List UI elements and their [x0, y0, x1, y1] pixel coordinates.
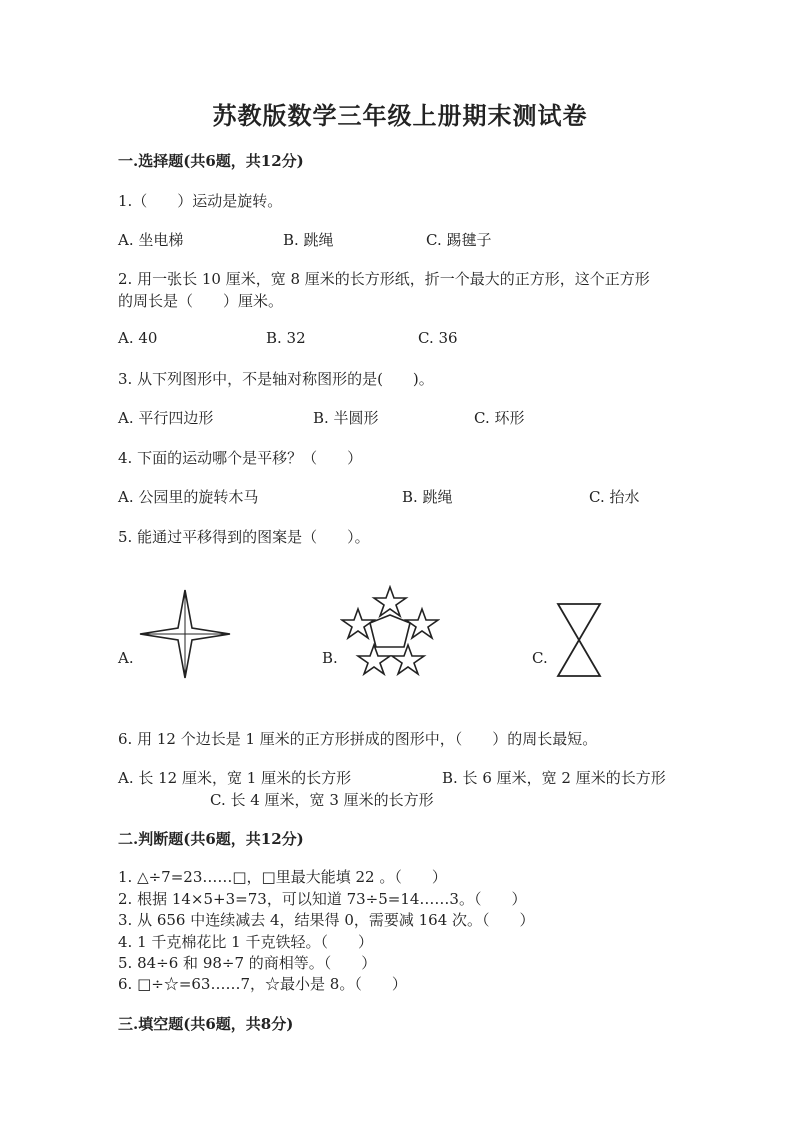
- option-b: B. 半圆形: [313, 409, 379, 427]
- question-text-cont: 的周长是（ ）厘米。: [118, 292, 284, 310]
- judgment-item: 1. △÷7=23……□，□里最大能填 22 。（ ）: [118, 868, 447, 886]
- option-a: A. 平行四边形: [118, 409, 214, 427]
- judgment-item: 2. 根据 14×5+3=73，可以知道 73÷5=14……3。（ ）: [118, 890, 527, 908]
- section-heading-judgment: 二.判断题(共6题，共12分): [118, 830, 304, 848]
- question-text: 3. 从下列图形中，不是轴对称图形的是( )。: [118, 370, 434, 388]
- five-stars-figure: [340, 585, 440, 679]
- option-a-label: A.: [118, 649, 134, 667]
- option-a: A. 坐电梯: [118, 231, 184, 249]
- section-heading-choice: 一.选择题(共6题，共12分): [118, 152, 304, 170]
- judgment-item: 5. 84÷6 和 98÷7 的商相等。（ ）: [118, 954, 377, 972]
- judgment-item: 4. 1 千克棉花比 1 千克铁轻。（ ）: [118, 933, 373, 951]
- judgment-item: 6. □÷☆=63……7，☆最小是 8。（ ）: [118, 975, 407, 993]
- option-c: C. 长 4 厘米，宽 3 厘米的长方形: [210, 791, 434, 809]
- option-c: C. 环形: [474, 409, 525, 427]
- option-b: B. 长 6 厘米，宽 2 厘米的长方形: [442, 769, 666, 787]
- question-text: 5. 能通过平移得到的图案是（ ）。: [118, 528, 370, 546]
- option-b: B. 跳绳: [283, 231, 334, 249]
- question-text: 2. 用一张长 10 厘米，宽 8 厘米的长方形纸，折一个最大的正方形，这个正方形: [118, 270, 650, 288]
- option-a: A. 长 12 厘米，宽 1 厘米的长方形: [118, 769, 352, 787]
- option-a: A. 40: [118, 329, 158, 347]
- section-heading-fill-in: 三.填空题(共6题，共8分): [118, 1015, 294, 1033]
- option-c: C. 抬水: [589, 488, 640, 506]
- judgment-item: 3. 从 656 中连续减去 4，结果得 0，需要减 164 次。（ ）: [118, 911, 535, 929]
- question-text: 4. 下面的运动哪个是平移？（ ）: [118, 449, 363, 467]
- option-c: C. 36: [418, 329, 458, 347]
- question-text: 1.（ ）运动是旋转。: [118, 192, 283, 210]
- option-b: B. 32: [266, 329, 306, 347]
- option-c-label: C.: [532, 649, 548, 667]
- option-b: B. 跳绳: [402, 488, 453, 506]
- hourglass-figure: [556, 602, 602, 678]
- four-point-star-figure: [138, 588, 234, 680]
- page-title: 苏教版数学三年级上册期末测试卷: [212, 101, 588, 130]
- option-c: C. 踢毽子: [426, 231, 492, 249]
- question-text: 6. 用 12 个边长是 1 厘米的正方形拼成的图形中，（ ）的周长最短。: [118, 730, 598, 748]
- option-a: A. 公园里的旋转木马: [118, 488, 259, 506]
- option-b-label: B.: [322, 649, 338, 667]
